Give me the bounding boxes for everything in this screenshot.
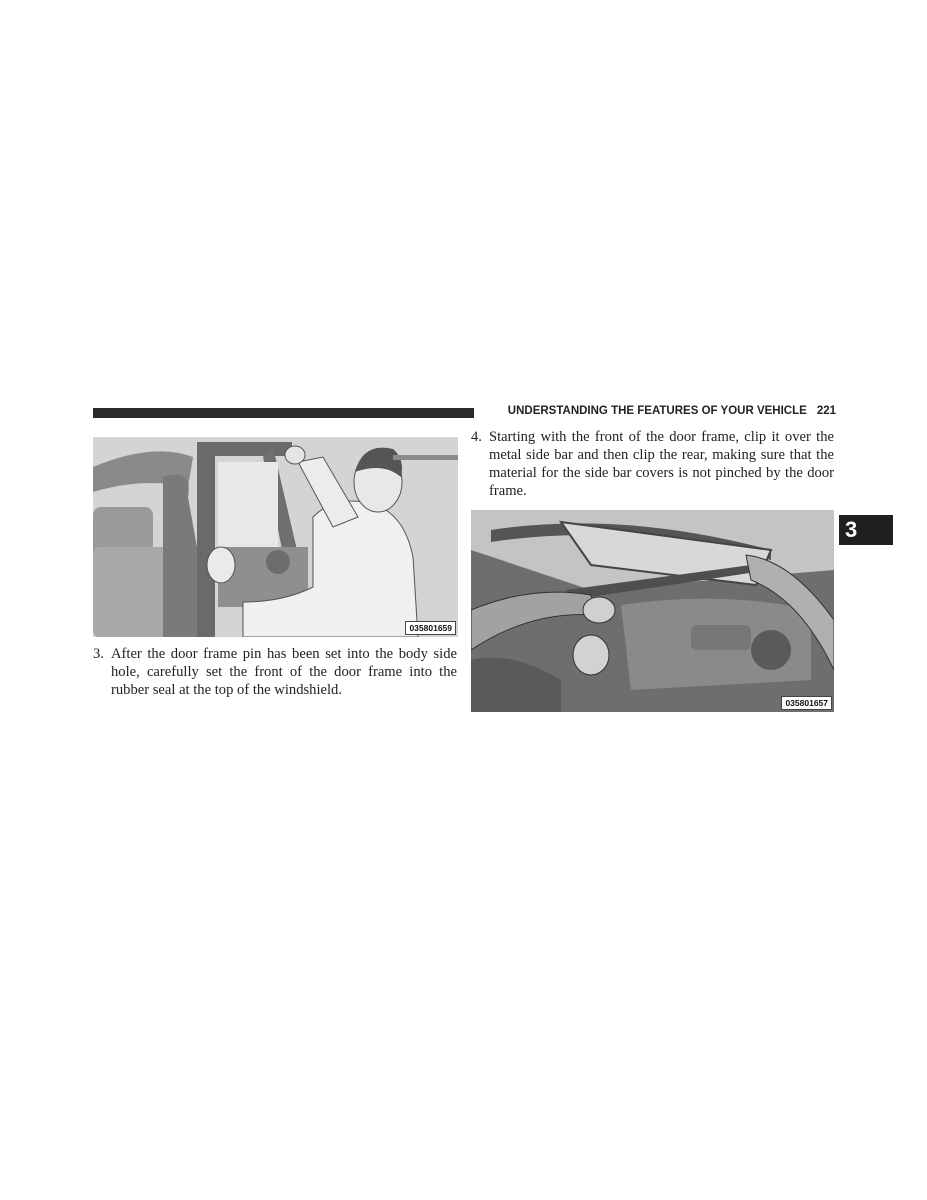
step-text: Starting with the front of the door frame, clip it over the metal side bar and then clip the rear, making sure that the material for the side bar covers is not pinched by the door frame. [489, 429, 834, 499]
step-text: After the door frame pin has been set into the body side hole, carefully set the front of the door frame into the rubber seal at the top of the windshield. [111, 646, 457, 698]
running-header [484, 405, 836, 417]
step-3 [93, 645, 457, 699]
page-number: 221 [816, 405, 836, 417]
header-rule [93, 408, 474, 418]
figure-id: 035801657 [781, 696, 832, 710]
section-title: UNDERSTANDING THE FEATURES OF YOUR VEHICLE [507, 405, 807, 417]
side-bar-clip-illustration [471, 510, 834, 712]
figure-id: 035801659 [405, 621, 456, 635]
chapter-tab: 3 [839, 515, 893, 545]
step-number: 4. [471, 429, 482, 445]
door-frame-installation-illustration [93, 437, 458, 637]
step-4 [471, 428, 834, 500]
step-number: 3. [93, 646, 104, 662]
